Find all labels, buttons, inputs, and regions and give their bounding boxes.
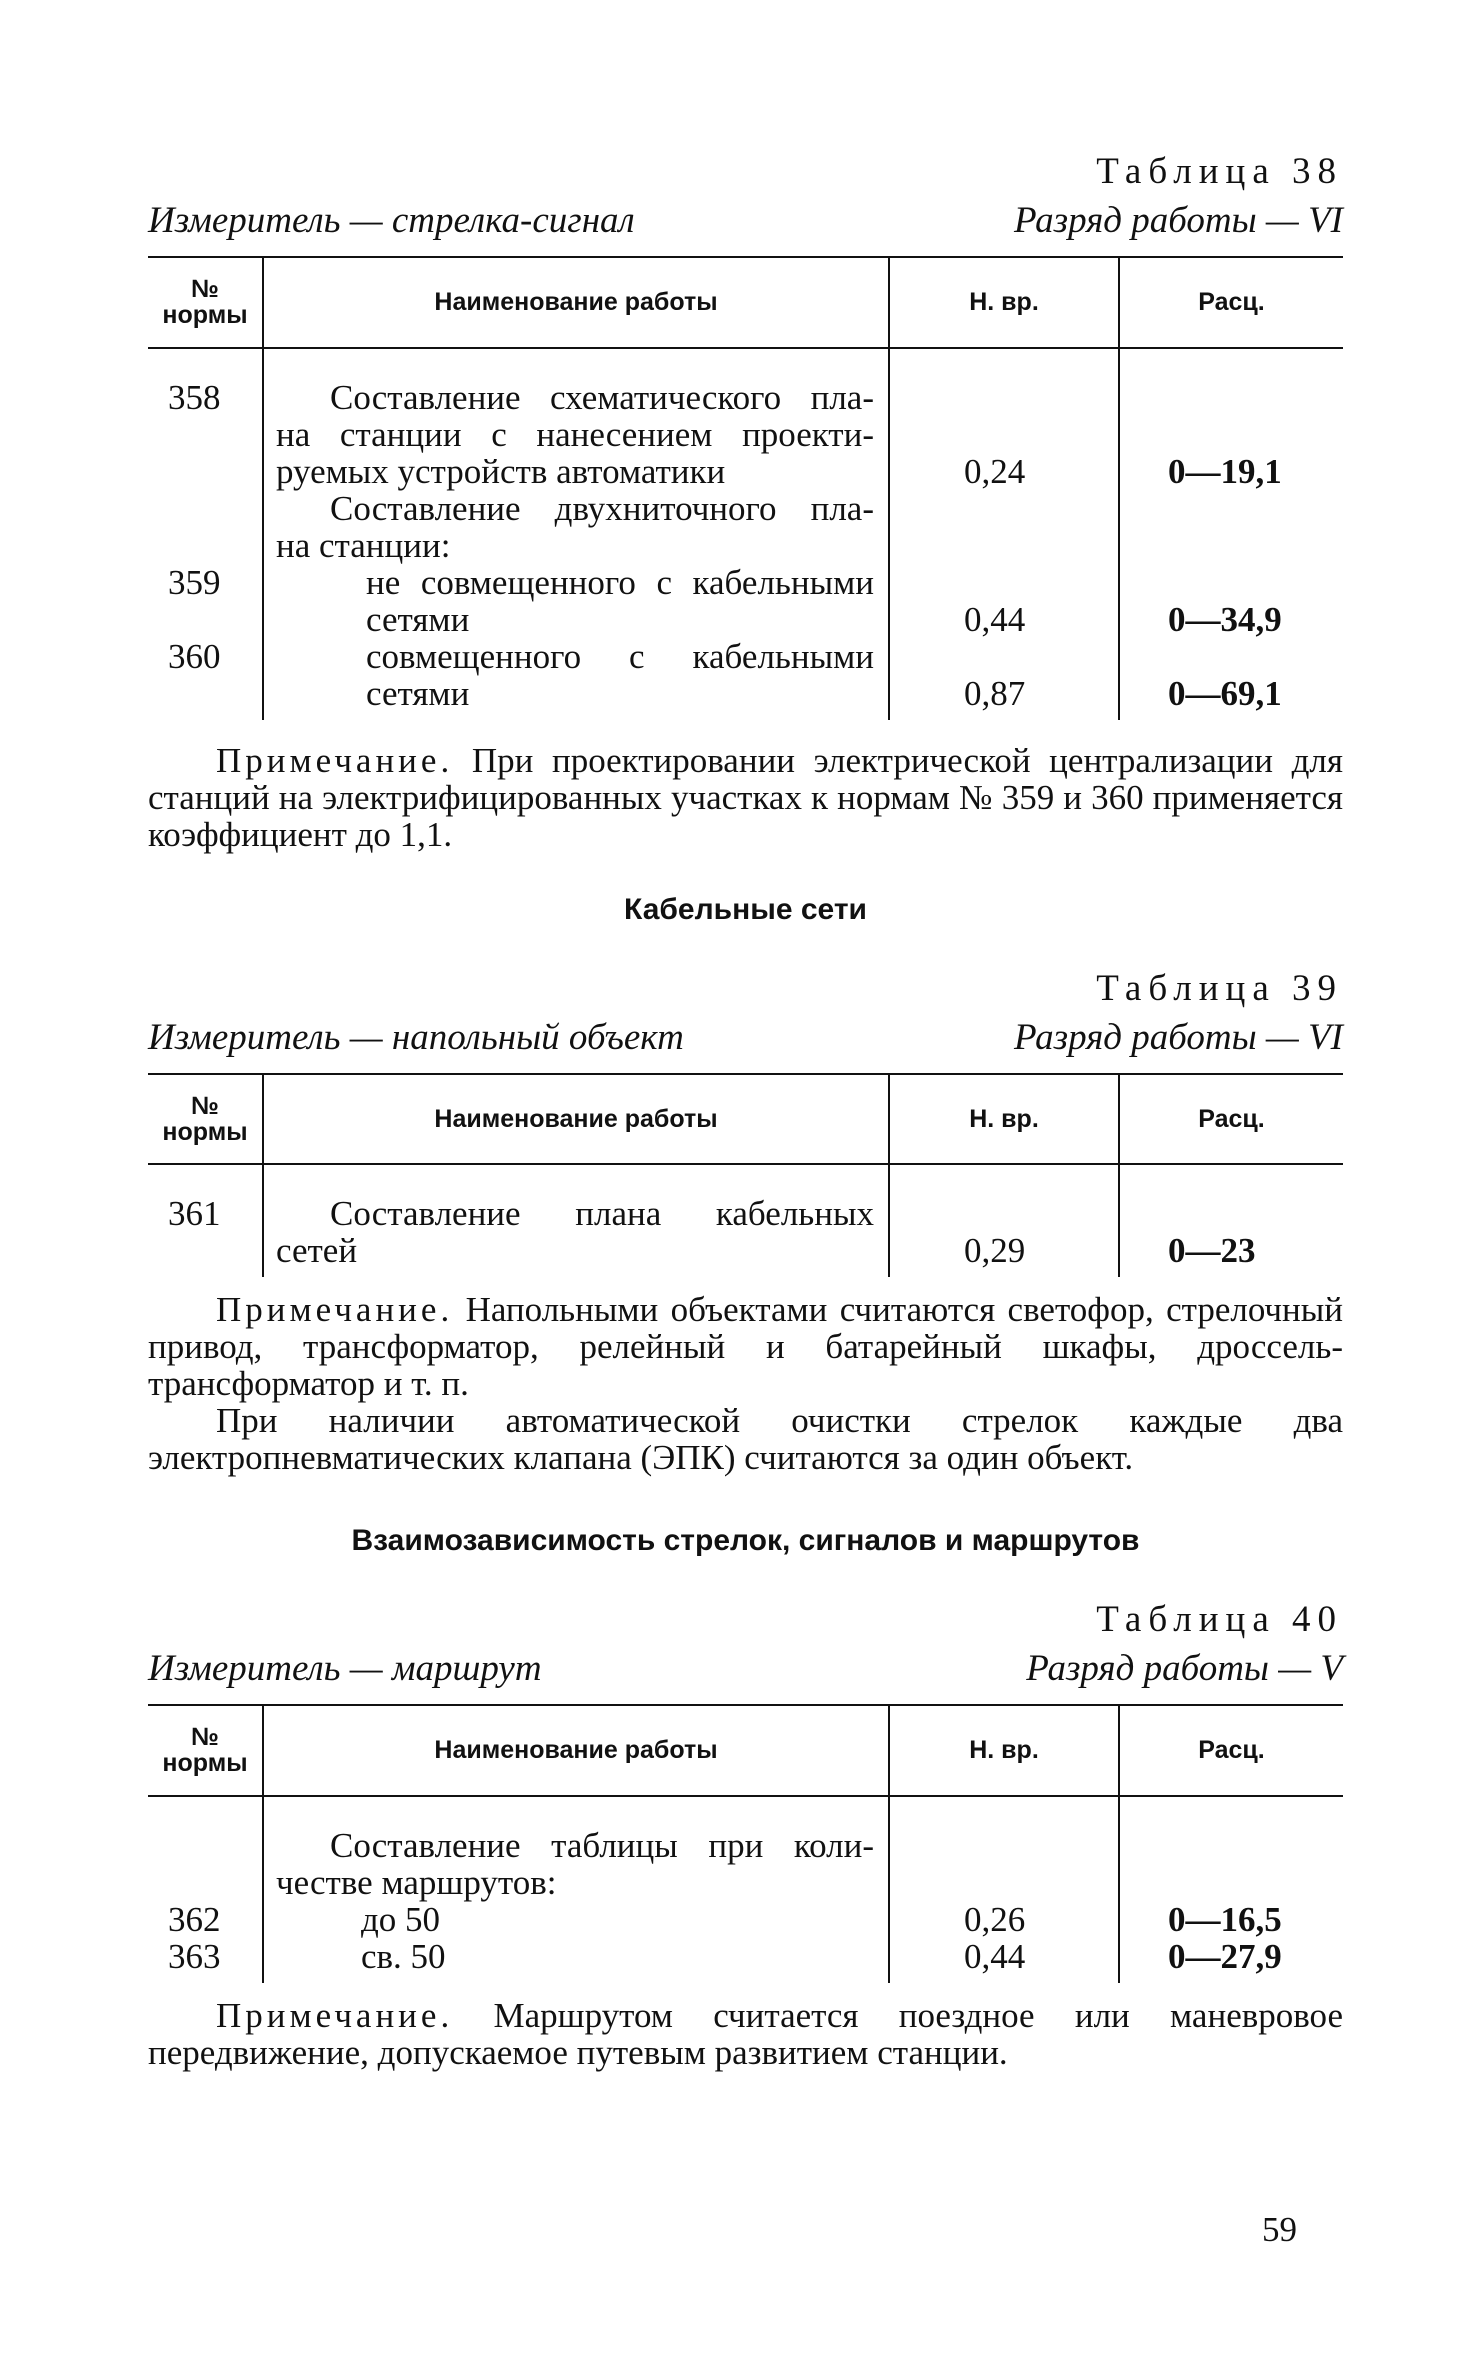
work-name-column [263, 1796, 889, 1983]
work-text-line: Составление таблицы при коли- [330, 1825, 874, 1865]
norm-number-column [148, 1164, 263, 1277]
cell-time: 0,29 [964, 1231, 1026, 1270]
header-num [148, 1705, 263, 1796]
work-text-line: Составление схематического пла- [330, 377, 874, 417]
table-39-meter: Измеритель — напольный объект [148, 1016, 684, 1058]
page-number: 59 [1262, 2210, 1297, 2249]
table-39-title: Таблица 39 [1096, 967, 1343, 1009]
cell-time [964, 638, 1118, 675]
table-39-meta [148, 1016, 1343, 1059]
cell-rate: 0—69,1 [1168, 673, 1282, 713]
table-40 [148, 1704, 1343, 1983]
header-num-sign: № [191, 275, 219, 303]
note-text: Напольными объектами считаются светофор, стрелочный привод, трансформатор, релейный и батарейный шкафы, дроссель-трансформатор и т. п. [148, 1290, 1344, 1403]
cell-rate [1168, 416, 1343, 453]
header-num-word: нормы [162, 301, 248, 330]
cell-rate [1168, 1827, 1343, 1864]
table-40-grade: Разряд работы — V [1026, 1648, 1343, 1689]
table-39-note [148, 1291, 1343, 1402]
work-name-column [263, 1164, 889, 1277]
cell-time: 0,44 [964, 1936, 1026, 1976]
work-text-line: Составление плана кабельных [330, 1194, 874, 1233]
cell-rate [1168, 527, 1343, 564]
cell-num [168, 1864, 262, 1901]
note-label: Примечание. [216, 1995, 454, 2035]
table-40-body-row [148, 1796, 1343, 1983]
table-40-meta [148, 1647, 1343, 1690]
cell-num [168, 675, 262, 712]
work-text-line: на станции с нанесением проекти- [276, 414, 874, 454]
table-40-header-row [148, 1705, 1343, 1796]
table-38-title: Таблица 38 [1096, 151, 1343, 192]
cell-rate [1168, 564, 1343, 601]
table-40-note [148, 1997, 1343, 2071]
table-39-body-row [148, 1164, 1343, 1277]
header-num-sign: № [191, 1091, 219, 1120]
time-norm-column [889, 1164, 1119, 1277]
cell-time: 0,44 [964, 599, 1026, 639]
cell-num: 358 [168, 377, 221, 417]
cell-time: 0,26 [964, 1899, 1026, 1939]
note-text: Маршрутом считается поездное или маневровое передвижение, допускаемое путевым развитием станции. [148, 1995, 1344, 2072]
table-38-note [148, 742, 1343, 853]
note-label: Примечание. [216, 1290, 454, 1329]
work-text-line: руемых устройств автоматики [276, 451, 726, 491]
cell-rate: 0—19,1 [1168, 451, 1282, 491]
cell-rate [1168, 1195, 1343, 1232]
cell-time [964, 564, 1118, 601]
note-text: При проектировании электрической централизации для станций на электрифицированных участках к нормам № 359 и 360 применяется коэффициент до 1,1. [148, 740, 1343, 854]
header-num [148, 257, 263, 348]
table-39-grade: Разряд работы — VI [1013, 1016, 1343, 1058]
header-num-word: нормы [162, 1749, 248, 1778]
cell-num [168, 1827, 262, 1864]
header-time: Н. вр. [889, 1074, 1119, 1165]
time-norm-column [889, 348, 1119, 720]
cell-num [168, 490, 262, 527]
cell-rate [1168, 490, 1343, 527]
work-name-column [263, 348, 889, 720]
cell-time [964, 1864, 1118, 1901]
work-text-line: сетями [366, 673, 470, 713]
cell-rate: 0—16,5 [1168, 1899, 1282, 1939]
cell-rate: 0—27,9 [1168, 1936, 1282, 1976]
cell-time: 0,24 [964, 451, 1026, 491]
cell-time [964, 1827, 1118, 1864]
norm-number-column [148, 348, 263, 720]
work-text-line: до 50 [361, 1899, 441, 1939]
header-name: Наименование работы [263, 1705, 889, 1796]
rate-column [1119, 1796, 1343, 1983]
header-name: Наименование работы [263, 1074, 889, 1165]
cell-num [168, 1232, 262, 1269]
section-title-interlocking: Взаимозависимость стрелок, сигналов и маршрутов [351, 1524, 1140, 1557]
header-time: Н. вр. [889, 1705, 1119, 1796]
rate-column [1119, 1164, 1343, 1277]
cell-rate: 0—34,9 [1168, 599, 1282, 639]
header-num-sign: № [191, 1723, 219, 1751]
table-39-note-2: При наличии автоматической очистки стрелок каждые два электропневматических клапана (ЭПК) считаются за один объект. [148, 1401, 1343, 1477]
cell-rate [1168, 379, 1343, 416]
table-38-header-row [148, 257, 1343, 348]
header-rate: Расц. [1119, 1705, 1343, 1796]
cell-time [964, 1195, 1118, 1232]
work-text-line: совмещенного с кабельными [366, 636, 874, 676]
section-title-cables: Кабельные сети [624, 892, 867, 926]
cell-num: 359 [168, 562, 221, 602]
work-text-line: Составление двухниточного пла- [330, 488, 874, 528]
work-text-line: сетями [366, 599, 470, 639]
work-text-line: св. 50 [361, 1936, 446, 1976]
page-content [148, 150, 1343, 2071]
cell-time [964, 379, 1118, 416]
cell-num [168, 416, 262, 453]
cell-time [964, 527, 1118, 564]
cell-num [168, 453, 262, 490]
table-40-title: Таблица 40 [1096, 1599, 1343, 1640]
work-text-line: честве маршрутов: [276, 1862, 557, 1902]
cell-rate [1168, 1864, 1343, 1901]
table-38-body-row [148, 348, 1343, 720]
cell-time [964, 416, 1118, 453]
table-38-meter: Измеритель — стрелка-сигнал [148, 200, 635, 241]
cell-num [168, 527, 262, 564]
cell-num: 360 [168, 636, 221, 676]
table-39 [148, 1073, 1343, 1278]
cell-num: 361 [168, 1194, 221, 1233]
cell-num: 362 [168, 1899, 221, 1939]
cell-num [168, 601, 262, 638]
rate-column [1119, 348, 1343, 720]
work-text-line: сетей [276, 1231, 358, 1270]
header-num [148, 1074, 263, 1165]
header-name: Наименование работы [263, 257, 889, 348]
cell-num: 363 [168, 1936, 221, 1976]
note-label: Примечание. [216, 740, 454, 780]
table-38 [148, 256, 1343, 720]
table-40-meter: Измеритель — маршрут [148, 1648, 542, 1689]
work-text-line: на станции: [276, 525, 451, 565]
table-38-grade: Разряд работы — VI [1013, 200, 1343, 241]
time-norm-column [889, 1796, 1119, 1983]
table-39-header-row [148, 1074, 1343, 1165]
header-rate: Расц. [1119, 257, 1343, 348]
work-text-line: не совмещенного с кабельными [366, 562, 874, 602]
cell-time [964, 490, 1118, 527]
header-num-word: нормы [162, 1117, 248, 1146]
norm-number-column [148, 1796, 263, 1983]
cell-rate [1168, 638, 1343, 675]
cell-rate: 0—23 [1168, 1231, 1256, 1270]
table-38-meta [148, 199, 1343, 242]
cell-time: 0,87 [964, 673, 1026, 713]
header-rate: Расц. [1119, 1074, 1343, 1165]
header-time: Н. вр. [889, 257, 1119, 348]
